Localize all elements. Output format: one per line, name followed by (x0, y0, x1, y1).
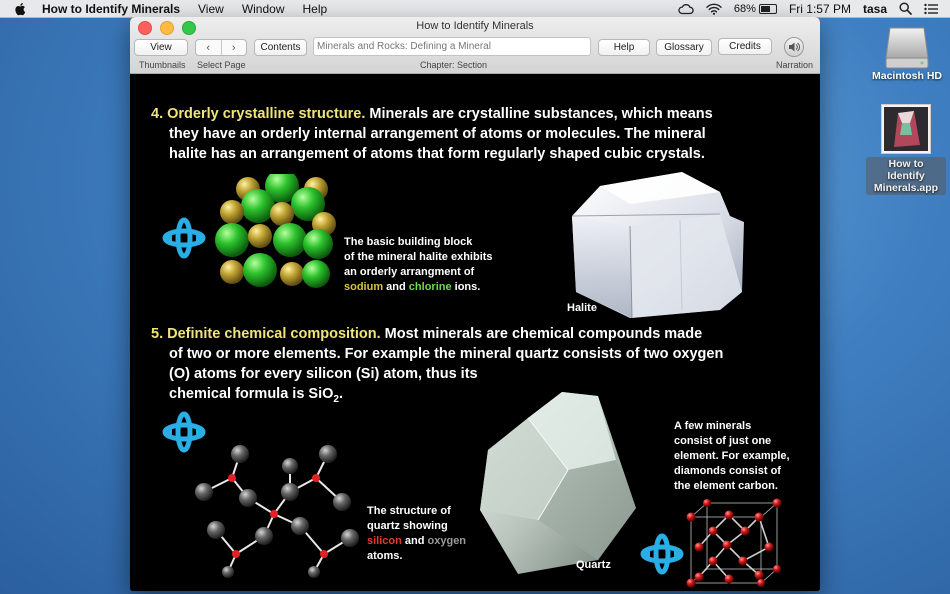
menu-window[interactable]: Window (241, 1, 285, 16)
paragraph-text: Minerals are crystalline substances, which means (365, 106, 713, 122)
caption-line: consist of just one (674, 435, 772, 447)
caption-line: of the mineral halite exhibits (344, 251, 493, 263)
quartz-crystal-image (478, 390, 638, 576)
sodium-label: sodium (344, 281, 384, 293)
macintosh-hd-label: Macintosh HD (871, 70, 942, 82)
diamond-caption (674, 419, 790, 494)
thumbnails-label: Thumbnails (139, 60, 186, 70)
lesson-page (130, 74, 820, 591)
select-page-label: Select Page (197, 60, 246, 70)
app-window (130, 17, 820, 591)
app-file-label-line: Minerals.app (873, 182, 939, 194)
rotate-3d-icon[interactable] (162, 217, 206, 259)
paragraph-composition-line1 (151, 324, 702, 344)
help-button[interactable]: Help (598, 39, 650, 56)
caption-line (367, 534, 466, 549)
paragraph-crystalline-line1 (151, 104, 713, 124)
quartz-label: Quartz (576, 559, 611, 571)
rotate-3d-icon[interactable] (640, 533, 684, 575)
next-page-button[interactable]: › (221, 40, 247, 55)
notification-center-icon[interactable] (924, 3, 938, 15)
paragraph-crystalline-line2: they have an orderly internal arrangement of atoms or molecules. The mineral (169, 126, 706, 142)
caption-line: the element carbon. (674, 480, 778, 492)
app-thumbnail (881, 104, 931, 154)
narration-label: Narration (776, 60, 814, 70)
app-file-icon[interactable] (866, 104, 946, 195)
menu-bar (0, 0, 950, 18)
view-button[interactable]: View (134, 39, 188, 56)
caption-line: element. For example, (674, 450, 790, 462)
app-file-label-line: How to Identify (887, 158, 925, 182)
page-nav-segmented (195, 39, 247, 56)
menu-view[interactable]: View (198, 1, 224, 16)
silicon-label: silicon (367, 535, 402, 547)
macintosh-hd-icon[interactable] (870, 22, 944, 82)
formula-text: chemical formula is SiO (169, 386, 334, 402)
caption-text: and (383, 281, 409, 293)
caption-text: ions. (451, 281, 481, 293)
halite-crystal-image (570, 170, 748, 320)
paragraph-text: Most minerals are chemical compounds made (380, 326, 703, 342)
oxygen-label: oxygen (427, 535, 467, 547)
paragraph-crystalline-line3: halite has an arrangement of atoms that form regularly shaped cubic crystals. (169, 146, 705, 162)
quartz-atom-model (192, 426, 362, 578)
caption-line: quartz showing (367, 520, 448, 532)
window-titlebar[interactable] (130, 17, 820, 74)
app-file-label (866, 157, 946, 195)
paragraph-composition-line4 (169, 384, 343, 410)
halite-label: Halite (567, 302, 597, 314)
menu-clock[interactable]: Fri 1:57 PM (788, 1, 851, 16)
formula-subscript: 2 (333, 393, 339, 405)
halite-caption (344, 235, 493, 295)
glossary-button[interactable]: Glossary (656, 39, 712, 56)
halite-atom-model (212, 174, 336, 298)
caption-line: diamonds consist of (674, 465, 781, 477)
contents-button[interactable]: Contents (254, 39, 307, 56)
narration-button[interactable] (784, 37, 804, 57)
battery-icon (759, 4, 777, 14)
chapter-section-label: Chapter: Section (420, 60, 488, 70)
heading-chemical-composition: 5. Definite chemical composition. (151, 326, 381, 342)
caption-line: atoms. (367, 550, 403, 562)
quartz-caption (367, 504, 466, 564)
caption-line: A few minerals (674, 420, 752, 432)
caption-line: The structure of (367, 505, 451, 517)
hard-drive-icon (884, 22, 930, 70)
spotlight-search-icon[interactable] (899, 2, 912, 15)
caption-text: and (401, 535, 428, 547)
previous-page-button[interactable]: ‹ (206, 41, 211, 54)
caption-line (344, 280, 493, 295)
speaker-icon (788, 41, 800, 53)
menu-help[interactable]: Help (302, 1, 328, 16)
location-field[interactable]: Minerals and Rocks: Defining a Mineral (313, 37, 591, 56)
battery-percent: 68% (733, 2, 756, 15)
window-title: How to Identify Minerals (416, 20, 534, 32)
creative-cloud-icon[interactable] (678, 3, 694, 15)
caption-line: an orderly arrangment of (344, 266, 475, 278)
menu-user[interactable]: tasa (862, 1, 887, 16)
paragraph-composition-line3: (O) atoms for every silicon (Si) atom, thus its (169, 366, 478, 382)
paragraph-composition-line2: of two or more elements. For example the mineral quartz consists of two oxygen (169, 346, 724, 362)
diamond-atom-model (683, 497, 785, 589)
mineral-specimen-icon (884, 107, 928, 151)
heading-crystalline-structure: 4. Orderly crystalline structure. (151, 106, 366, 122)
caption-line: The basic building block (344, 236, 473, 248)
menu-app-name[interactable]: How to Identify Minerals (42, 1, 181, 16)
chlorine-label: chlorine (408, 281, 452, 293)
battery-status[interactable] (734, 3, 777, 15)
formula-period: . (338, 386, 343, 402)
apple-menu-icon[interactable] (14, 2, 28, 16)
credits-button[interactable]: Credits (718, 38, 772, 55)
wifi-icon[interactable] (706, 3, 722, 15)
